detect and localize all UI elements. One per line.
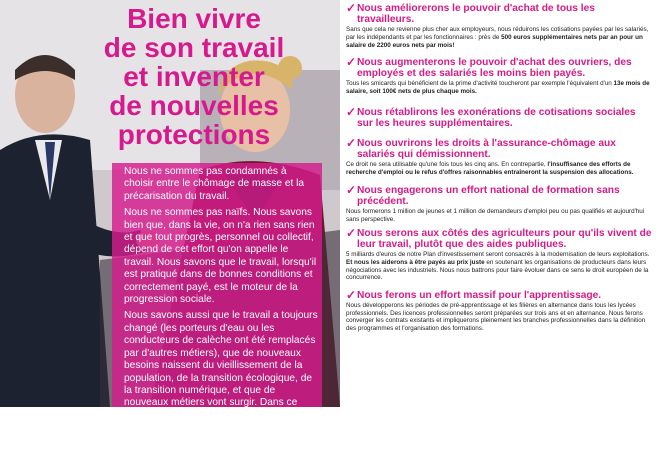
measure-item	[346, 228, 654, 282]
measure-title: ✓ Nous serons aux côtés des agriculteurs pour qu'ils vivent de leur travail, plutôt que des aides publiques.	[346, 226, 652, 251]
measure-body: Sans que cela ne revienne plus cher aux employeurs, nous réduirons les cotisations payées par les salariés, par les indépendants et par les fonctionnaires : près de 500 euros supplémentaires nets par an pour un salaire de 2200 euros nets par mois!	[346, 26, 649, 49]
measure-item	[346, 185, 654, 224]
check-icon: ✓	[346, 55, 357, 69]
measure-item	[346, 290, 654, 333]
check-icon: ✓	[346, 183, 357, 197]
headline-line: de son travail	[103, 32, 285, 63]
measure-title: ✓ Nous ouvrirons les droits à l'assurance-chômage aux salariés qui démissionnent.	[346, 136, 616, 161]
headline-line: et inventer	[123, 61, 265, 92]
intro-paragraph: Nous ne sommes pas condamnés à choisir entre le chômage de masse et la précarisation du travail.	[124, 166, 305, 202]
measure-body: Ce droit ne sera utilisable qu'une fois tous les cinq ans. En contrepartie, l'insuffisance des efforts de recherche d'emploi ou le refus d'offres raisonnables entraîneront la suspension des allocations.	[346, 161, 634, 176]
headline	[74, 4, 314, 149]
headline-line: protections	[117, 119, 271, 150]
check-icon: ✓	[346, 136, 357, 150]
check-icon: ✓	[346, 288, 357, 302]
check-icon: ✓	[346, 226, 357, 240]
measure-item	[346, 3, 654, 49]
headline-line: de nouvelles	[109, 90, 279, 121]
intro-text	[124, 166, 318, 463]
measure-body: Nous développerons les périodes de pré-apprentissage et les filières en alternance dans tous les lycées professionnels. Des licences professionnelles seront préparées sur trois ans et en alternance. Nous ferons converger les contrats existants et impliquerons pleinement les branches professionnelles dans la définition des programmes et l'organisation des formations.	[346, 302, 646, 332]
measure-body: Nous formerons 1 million de jeunes et 1 million de demandeurs d'emploi peu ou pas qualifiés et aujourd'hui sans perspective.	[346, 208, 645, 223]
measure-title: ✓ Nous rétablirons les exonérations de cotisations sociales sur les heures supplémentaires.	[346, 105, 636, 130]
check-icon: ✓	[346, 105, 357, 119]
measure-body: 5 milliards d'euros de notre Plan d'investissement seront consacrés à la modernisation de leurs exploitations. Et nous les aiderons à être payés au prix juste en soutenant les organisations de producteurs dans leurs négociations avec les industriels. Nous nous battrons pour faire évoluer dans ce sens le droit européen de la concurrence.	[346, 251, 650, 282]
measure-body: Tous les smicards qui bénéficient de la prime d'activité toucheront par exemple l'équivalent d'un 13e mois de salaire, soit 100€ nets de plus chaque mois.	[346, 80, 650, 95]
measures-column	[346, 0, 654, 407]
measure-item	[346, 57, 654, 96]
measure-item	[346, 107, 654, 129]
measure-item	[346, 138, 654, 177]
measure-title: ✓ Nous augmenterons le pouvoir d'achat des ouvriers, des employés et des salariés les moins bien payés.	[346, 55, 632, 80]
measure-title: ✓ Nous améliorerons le pouvoir d'achat de tous les travailleurs.	[346, 1, 595, 26]
check-icon: ✓	[346, 1, 357, 15]
intro-paragraph: Nous ne sommes pas naïfs. Nous savons bien que, dans la vie, on n'a rien sans rien et que tout progrès, personnel ou collectif, dépend de cet effort qu'on appelle le travail. Nous savons que le travail, lorsqu'il est pratiqué dans de bonnes conditions et correctement payé, est le moteur de la progression sociale.	[124, 207, 317, 306]
headline-line: Bien vivre	[127, 3, 261, 34]
measure-title: ✓ Nous engagerons un effort national de formation sans précédent.	[346, 183, 620, 208]
intro-paragraph: Nous savons aussi que le travail a toujours changé (les porteurs d'eau ou les conducteurs de calèche ont été remplacés par d'autres métiers), que de nouveaux besoins naissent du vieillissement de la population, de la transition écologique, de la transition numérique, et que de nouveaux métiers vont surgir. Dans ce monde nouveau, chacun doit trouver sa place. Et la France a toute la sienne, si elle sait tout à la fois libérer les initiatives et protéger les personnes.	[124, 310, 318, 458]
measure-title: ✓ Nous ferons un effort massif pour l'apprentissage.	[346, 288, 602, 302]
